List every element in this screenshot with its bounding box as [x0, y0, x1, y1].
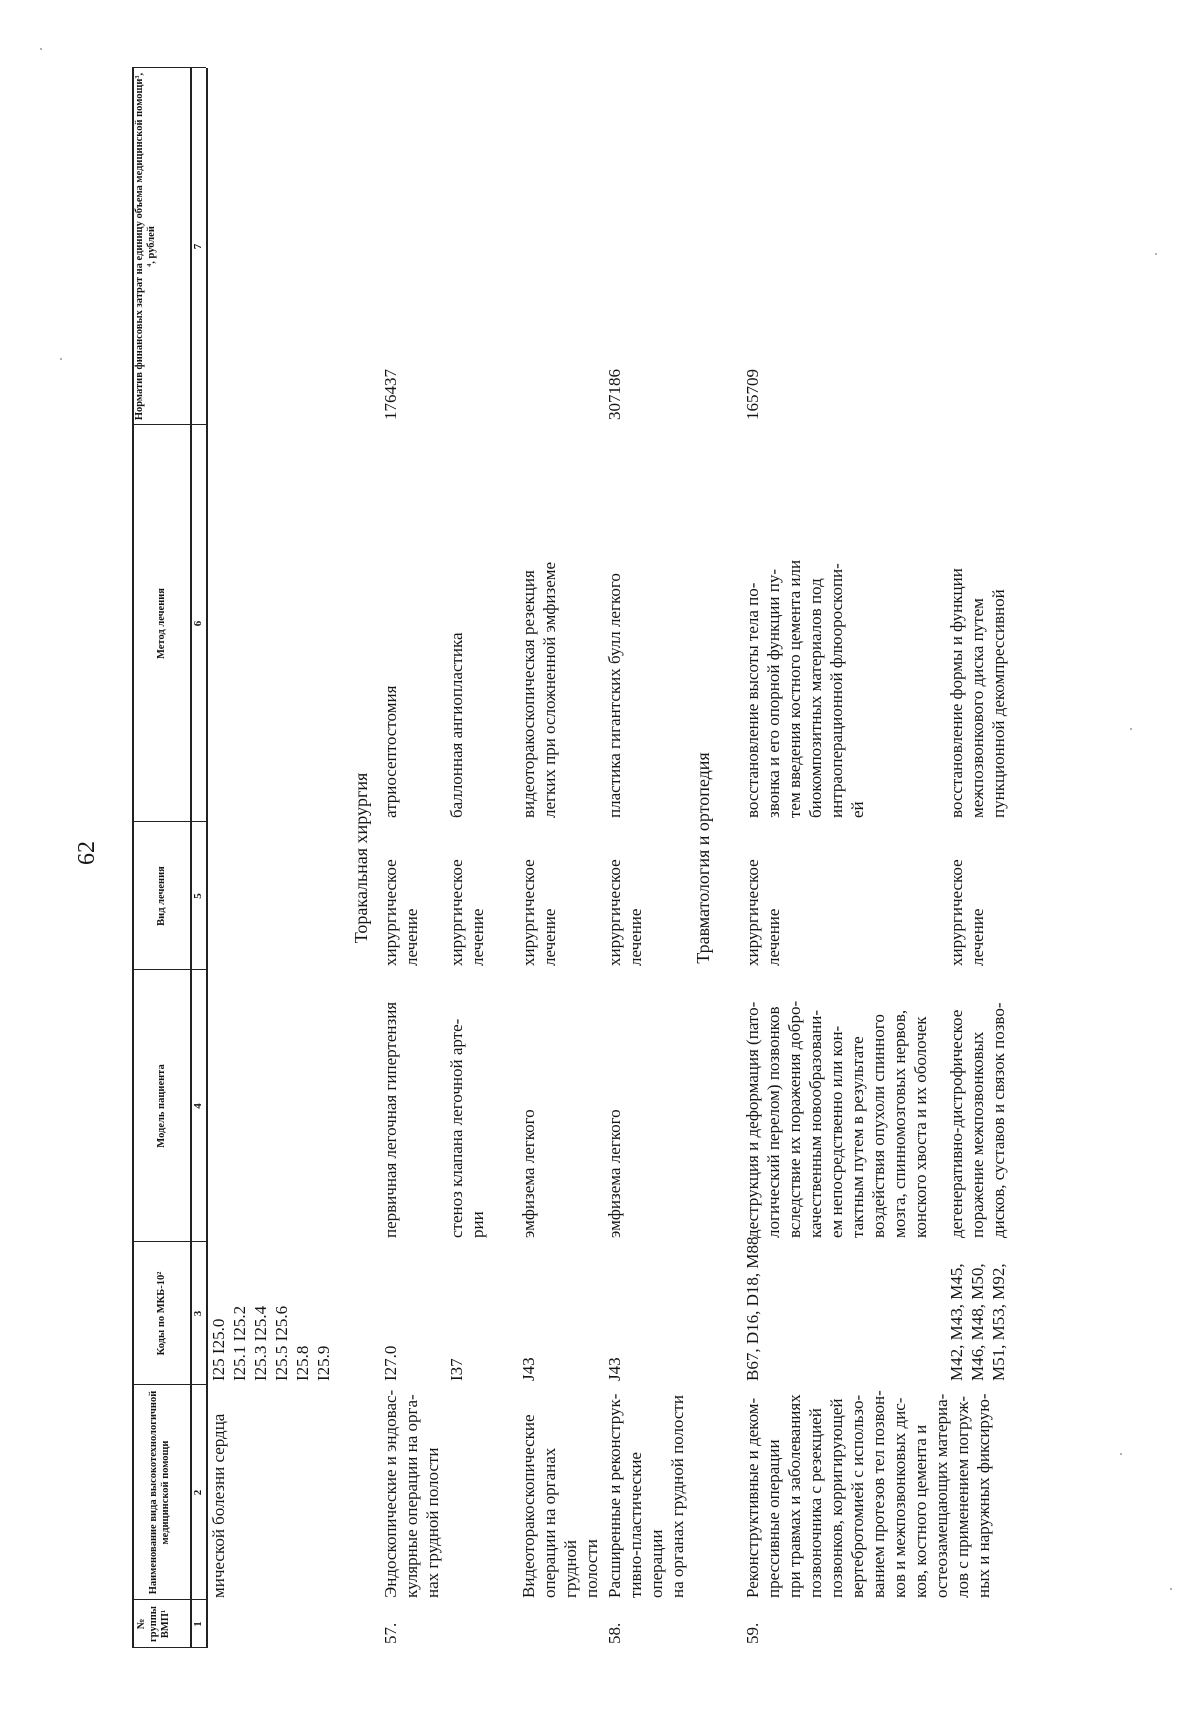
section-thoracic: Торакальная хирургия: [351, 772, 371, 944]
row-57-name: Эндоскопические и эндовас- кулярные операции на орга- нах грудной полости: [381, 1389, 442, 1598]
row-58-method: пластика гигантских булл легкого: [605, 573, 624, 818]
row-59-method-a: восстановление высоты тела по- звонка и его опорной функции пу- тем введения костного цемента или биокомпозитных материалов под интраоперационной флюороскопи- ей: [743, 559, 867, 818]
row-59-name: Реконструктивные и деком- прессивные операции при травмах и заболеваниях позвоночника с резекцией позвонков, корригирующей вертебротомией с использо- ванием протезов тел позвон- ков и межпозвонковых дис- ков, костного цемента и остеозамещающих материа- лов с применением погруж- ных и наружных фиксирую-: [743, 1390, 993, 1598]
row-57-code-c: J43: [519, 1357, 538, 1381]
page-number: 62: [74, 841, 100, 865]
row-cont-name: мической болезни сердца: [209, 1413, 228, 1598]
row-59-code-a: B67, D16, D18, M88: [743, 1236, 762, 1381]
row-57-method-a: атриосептостомия: [381, 685, 400, 818]
header-icd-codes: Коды по МКБ-10²: [156, 1271, 167, 1356]
header-treatment-method: Метод лечения: [156, 588, 167, 659]
row-57-name-c: Видеоторакоскопические операции на органах грудной полости: [519, 1414, 601, 1598]
header-cost-norm: Норматив финансовых затрат на единицу объема медицинской помощи³, ⁴, рублей: [134, 72, 157, 421]
row-58-code: J43: [605, 1357, 624, 1381]
row-cont-codes: I25 I25.0 I25.1 I25.2 I25.3 I25.4 I25.5 I25.6 I25.8 I25.9: [209, 1305, 333, 1381]
row-59-type-a: хирургическое лечение: [743, 859, 783, 966]
col-number: 5: [192, 893, 204, 899]
header-treatment-type: Вид лечения: [156, 866, 167, 926]
row-57-model-c: эмфизема легкого: [519, 1109, 538, 1238]
col-number: 6: [192, 620, 204, 627]
col-number: 2: [192, 1489, 204, 1496]
section-traumatology: Травматология и ортопедия: [693, 752, 713, 964]
col-number: 4: [192, 1103, 204, 1109]
row-58-number: 58.: [605, 1622, 624, 1644]
row-59-method-b: восстановление формы и функции межпозвонкового диска путем пункционной декомпрессивной: [947, 568, 1008, 818]
row-57-model-a: первичная легочная гипертензия: [381, 1001, 400, 1238]
col-number: 7: [192, 243, 204, 250]
row-59-cost: 165709: [743, 369, 762, 420]
row-59-number: 59.: [743, 1622, 762, 1644]
row-57-method-c: видеоторакоскопическая резекция легких при осложненной эмфиземе: [519, 561, 559, 818]
row-57-method-b: баллонная ангиопластика: [447, 632, 466, 818]
row-58-cost: 307186: [605, 369, 624, 420]
row-57-number: 57.: [381, 1622, 400, 1644]
row-57-code-a: I27.0: [381, 1345, 400, 1381]
scan-speck: [60, 358, 62, 360]
scan-speck: [1155, 253, 1157, 255]
header-group-number: № группы ВМП¹: [136, 1605, 171, 1643]
scan-speck: [1130, 728, 1132, 730]
scan-speck: [1120, 1453, 1122, 1455]
row-58-name: Расширенные и реконструк- тивно-пластические операции на органах грудной полости: [605, 1393, 687, 1598]
row-57-type-b: хирургическое лечение: [447, 859, 487, 966]
row-57-code-b: I37: [447, 1358, 466, 1381]
col-number: 1: [192, 1621, 204, 1627]
row-57-type-c: хирургическое лечение: [519, 859, 559, 966]
scan-speck: [40, 48, 42, 50]
row-59-type-b: хирургическое лечение: [947, 859, 987, 966]
header-vmp-name: Наименование вида высокотехнологичной медицинской помощи: [148, 1390, 171, 1595]
header-patient-model: Модель пациента: [156, 1064, 167, 1148]
row-59-model-b: дегенеративно-дистрофическое поражение межпозвонковых дисков, суставов и связок позво-: [947, 1002, 1008, 1238]
row-57-cost: 176437: [381, 369, 400, 420]
row-57-model-b: стеноз клапана легочной арте- рии: [447, 1018, 487, 1238]
row-57-type-a: хирургическое лечение: [381, 859, 421, 966]
row-59-model-a: деструкция и деформация (пато- логический перелом) позвонков вследствие их поражения добро- качественным новообразовани- ем непосредственно или кон- тактным путем в результате воздействия опухоли спинного мозга, спинномозговых нервов, конского хвоста и их оболочек: [743, 1000, 930, 1238]
col-number: 3: [192, 1310, 204, 1317]
row-59-code-b: M42, M43, M45, M46, M48, M50, M51, M53, M92,: [947, 1263, 1008, 1381]
scan-speck: [1170, 1588, 1172, 1590]
row-58-model: эмфизема легкого: [605, 1109, 624, 1238]
row-58-type: хирургическое лечение: [605, 859, 645, 966]
